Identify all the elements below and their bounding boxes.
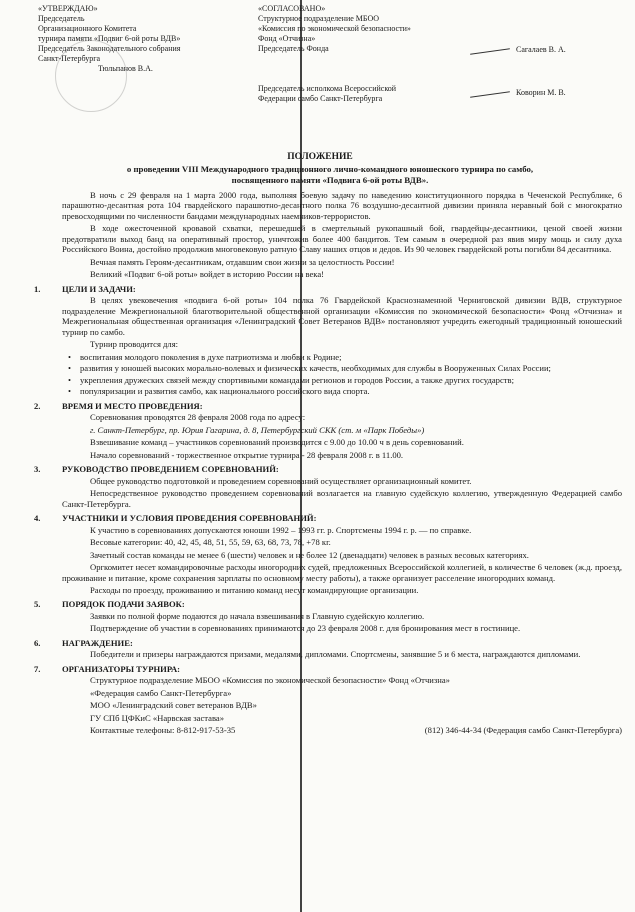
document-title: ПОЛОЖЕНИЕ (287, 152, 353, 162)
subtitle-line: посвященного памяти «Подвига 6-ой роты ВДВ». (231, 174, 429, 185)
section-title: ЦЕЛИ И ЗАДАЧИ: (62, 283, 136, 294)
agree-line: Фонд «Отчизна» (258, 34, 316, 43)
signature-2 (470, 88, 566, 98)
section-title: НАГРАЖДЕНИЕ: (62, 637, 133, 648)
section-paragraph: Оргкомитет несет командировочные расходы иногородних судей, предложенных Всероссийской коллегией, в количестве 6 человек (ж.д. проезд, проживание и питание, кроме сохранения зарплаты по основному месту работы), а также организует расселение иногородних команд. (62, 562, 622, 583)
section-heading (34, 464, 622, 475)
section-title: ВРЕМЯ И МЕСТО ПРОВЕДЕНИЯ: (62, 400, 203, 411)
organizer-line: МОО «Ленинградский совет ветеранов ВДВ» (90, 700, 257, 711)
section-paragraph: Расходы по проезду, проживанию и питанию команд несут командирующие организации. (90, 584, 419, 595)
agree-line: Структурное подразделение МБОО (258, 14, 379, 23)
section-paragraph: К участию в соревнованиях допускаются юноши 1992 – 1993 гг. р. Спортсмены 1994 г. р. — по справке. (90, 524, 472, 535)
contact-phone: Контактные телефоны: 8-812-917-53-35 (90, 725, 236, 736)
agree-line: Председатель исполкома Всероссийской (258, 84, 397, 93)
section-number: 7. (34, 663, 41, 674)
document-subtitle (40, 164, 620, 185)
agree-line: Федерации самбо Санкт-Петербурга (258, 94, 383, 103)
section-heading (34, 599, 622, 610)
subtitle-line: о проведении VIII Международного традиционного лично-командного юношеского турнира по самбо, (126, 164, 534, 174)
signatory-name: Сагалаев В. А. (516, 45, 566, 54)
section-heading (34, 283, 622, 294)
organizer-line: «Федерация самбо Санкт-Петербурга» (90, 687, 232, 698)
section-heading (34, 400, 622, 411)
stamp-seal (55, 40, 127, 112)
approve-line: турнира памяти «Подвиг 6-ой роты ВДВ» (38, 34, 181, 43)
section-paragraph: Победители и призеры награждаются призами, медалями, дипломами. Спортсмены, занявшие 5 и 6 места, награждаются дипломами. (90, 649, 581, 660)
list-item: • воспитания молодого поколения в духе патриотизма и любви к Родине; (80, 352, 622, 362)
agree-heading: «СОГЛАСОВАНО» (258, 4, 326, 13)
section-paragraph: Взвешивание команд – участников соревнований производится с 9.00 до 10.00 ч в день соревнований. (90, 437, 464, 448)
section-heading (34, 637, 622, 648)
approve-line: Председатель (38, 14, 85, 23)
section-paragraph: Турнир проводится для: (90, 339, 179, 350)
section-title: РУКОВОДСТВО ПРОВЕДЕНИЕМ СОРЕВНОВАНИЙ: (62, 464, 279, 475)
agree-line: Председатель Фонда (258, 44, 329, 53)
section-heading (34, 513, 622, 524)
organizer-line: Структурное подразделение МБОО «Комиссия по экономической безопасности» Фонд «Отчизна» (90, 675, 450, 686)
intro-paragraph: Вечная память Героям-десантникам, отдавшим свои жизни за целостность России! (90, 256, 395, 267)
signature-mark (470, 91, 510, 98)
intro-paragraph: В ночь с 29 февраля на 1 марта 2000 года, выполняя боевую задачу по наведению конституционного порядка в Чеченской Республике, 6 парашютно-десантная рота 104 гвардейского парашютно-десантного полка 76 воздушно-десантной дивизии приняла неравный бой с многократно превосходящими по численности бандами международных наемников-террористов. (62, 190, 622, 221)
signatory-name: Коворин М. В. (516, 88, 566, 97)
section-paragraph: Зачетный состав команды не менее 6 (шести) человек и не более 12 (двенадцати) человек в разных весовых категориях. (90, 549, 529, 560)
approve-heading: «УТВЕРЖДАЮ» (38, 4, 98, 13)
section-title: ПОРЯДОК ПОДАЧИ ЗАЯВОК: (62, 599, 185, 610)
section-paragraph: Непосредственное руководство проведением соревнований возлагается на главную судейскую коллегию, утвержденную Федерацией самбо Санкт-Петербурга. (62, 488, 622, 509)
approve-line: Тюльпанов В.А. (98, 64, 153, 73)
section-title: ОРГАНИЗАТОРЫ ТУРНИРА: (62, 663, 181, 674)
section-paragraph: Весовые категории: 40, 42, 45, 48, 51, 55, 59, 63, 68, 73, 78, +78 кг. (90, 537, 331, 548)
section-number: 4. (34, 513, 41, 524)
section-paragraph: Начало соревнований - торжественное открытие турнира - 28 февраля 2008 г. в 11.00. (90, 449, 404, 460)
venue-address: г. Санкт-Петербург, пр. Юрия Гагарина, д. 8, Петербургский СКК (ст. м «Парк Победы») (90, 424, 425, 435)
organizer-line: ГУ СПб ЦФКиС «Нарвская застава» (90, 712, 225, 723)
goals-list (62, 352, 622, 397)
approve-line: Организационного Комитета (38, 24, 137, 33)
section-paragraph: В целях увековечения «подвига 6-ой роты» 104 полка 76 Гвардейской Краснознаменной Черниговской дивизии ВДВ, структурное подразделение Межрегиональной благотворительной общественной организации «Комиссия по экономической безопасности» Фонд «Отчизна» и Межрегиональная общественная организация «Ленинградский Совет Ветеранов ВДВ» постановляют учредить ежегодный традиционный юношеский турнир по самбо. (62, 295, 622, 337)
section-paragraph: Соревнования проводятся 28 февраля 2008 года по адресу: (90, 412, 306, 423)
list-item: • развития у юношей высоких морально-волевых и физических качеств, необходимых для службы в Вооруженных Силах России; (80, 363, 622, 373)
agree-line: «Комиссия по экономической безопасности» (258, 24, 411, 33)
list-item: • популяризации и развития самбо, как национального российского вида спорта. (80, 386, 622, 396)
section-number: 2. (34, 400, 41, 411)
contact-row (62, 725, 622, 735)
section-number: 5. (34, 599, 41, 610)
intro-paragraph: В ходе ожесточенной кровавой схватки, перешедшей в смертельный рукопашный бой, гвардейцы-десантники, ценой своей жизни предотвратили выход банд на оперативный простор, уничтожив более 400 бандитов. Тем самым в очередной раз явив миру мощь и силу духа Российского Воина, достойно продолжив многовековую ратную Славу наших отцов и дедов. Из 90 человек гвардейской роты погибли 84 десантника. (62, 223, 622, 255)
approve-line: Председатель Законодательного собрания (38, 44, 181, 53)
section-heading (34, 663, 622, 674)
signature-mark (470, 48, 510, 55)
section-number: 6. (34, 637, 41, 648)
list-item: • укрепления дружеских связей между спортивными командами регионов и городов России, а также других государств; (80, 375, 622, 385)
approve-line: Санкт-Петербурга (38, 54, 101, 63)
signature-1 (470, 45, 566, 55)
section-paragraph: Заявки по полной форме подаются до начала взвешивания в Главную судейскую коллегию. (90, 610, 425, 621)
section-paragraph: Общее руководство подготовкой и проведением соревнований осуществляет организационный комитет. (90, 475, 472, 486)
document-body (34, 190, 622, 736)
section-title: УЧАСТНИКИ И УСЛОВИЯ ПРОВЕДЕНИЯ СОРЕВНОВАНИЙ: (62, 513, 317, 524)
section-number: 1. (34, 283, 41, 294)
section-number: 3. (34, 464, 41, 475)
section-paragraph: Подтверждение об участии в соревнованиях принимаются до 23 февраля 2008 г. для бронирования мест в гостинице. (90, 623, 521, 634)
intro-paragraph: Великий «Подвиг 6-ой роты» войдет в историю России на века! (90, 269, 325, 280)
federation-phone: (812) 346-44-34 (Федерация самбо Санкт-Петербурга) (424, 725, 622, 736)
